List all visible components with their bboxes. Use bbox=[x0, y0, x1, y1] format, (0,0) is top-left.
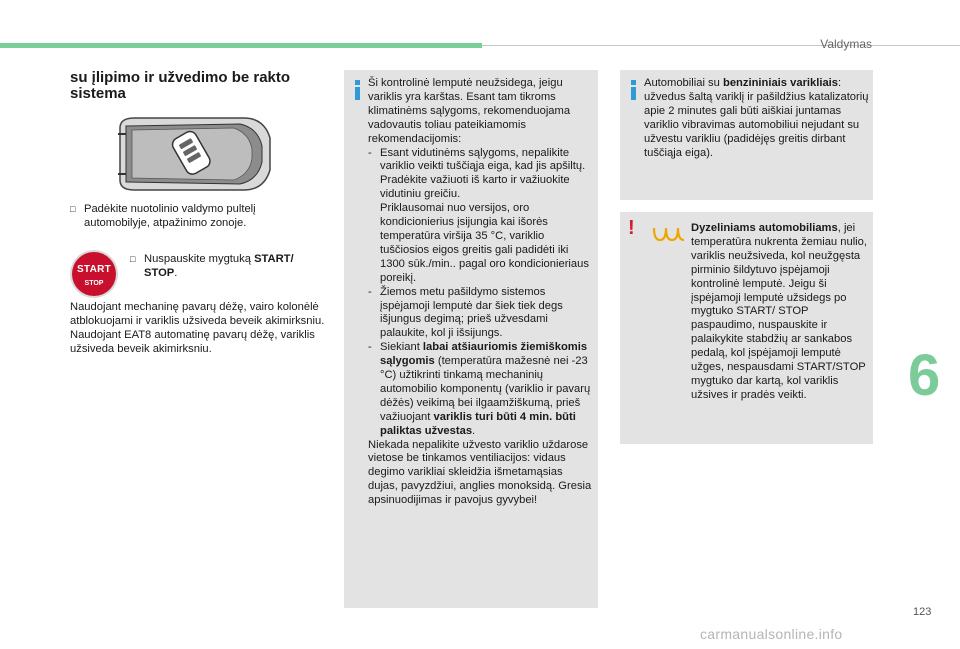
step-press-start-text: Nuspauskite mygtuką START/ STOP. bbox=[144, 253, 294, 279]
start-label: START bbox=[76, 264, 112, 275]
header-rule bbox=[482, 45, 960, 46]
checkbox-bullet-icon: □ bbox=[70, 204, 76, 214]
info-box-hot-engine bbox=[344, 70, 598, 608]
left-column bbox=[70, 69, 330, 355]
watermark: carmanualsonline.info bbox=[700, 626, 843, 642]
chapter-tab: 6 bbox=[900, 338, 960, 426]
page-title: su įlipimo ir užvedimo be rakto sistema bbox=[70, 69, 291, 102]
petrol-box-text: Automobiliai su benzininiais varikliais: užvedus šaltą variklį ir pašildžius katalizatorių apie 2 minutes gali būti aiškiai juntamas variklio vibravimas automobiliui nejudant su užvestu varikliu (padidėjęs greitis dirbant tuščiąja eiga). bbox=[644, 77, 869, 159]
car-top-view-illustration bbox=[112, 116, 274, 192]
info-box-text: Ši kontrolinė lemputė neužsidega, jeigu variklis yra karštas. Esant tam tikroms klimatinėms sąlygoms, rekomenduojama vadovautis toliau pateikiamomis rekomendacijomis: - Esant vidutinėms sąlygoms, nepalikite variklio veikti tuščiąja eiga, kad jis apšiltų. Pradėkite važiuoti iš karto ir važiuokite vidutiniu greičiu. Priklausomai nuo versijos, oro kondicionierius įsijungia kai išorės temperatūra viršija 35 °C, variklio tuščiosios eigos greitis gali padidėti iki 1300 sūk./min.. pagal oro kondicionieriaus poreikį. - Žiemos metu pašildymo sistemos įspėjamoji lemputė dar šiek tiek degs išjungus degimą; prieš užvesdami palaukite, kol ji išsijungs. - Siekiant labai atšiauriomis žiemiškomis sąlygomis (temperatūra mažesnė nei -23 °C) užtikrinti tinkamą mechaninių automobilio komponentų (variklio ir pavarų dėžės) veikimą bei ilgaamžiškumą, prieš važiuojant variklis turi būti 4 min. būti paliktas užvestas. Niekada nepalikite užvesto variklio uždarose vietose be tinkamos ventiliacijos: vidaus degimo varikliai skleidžia išmetamąsias dujas, pavyzdžiui, anglies monoksidą. Gresia apsinuodijimas ir pavojus gyvybei! bbox=[368, 77, 592, 507]
step-place-remote-text: Padėkite nuotolinio valdymo pultelį automobilyje, atpažinimo zonoje. bbox=[84, 203, 256, 229]
info-icon bbox=[628, 80, 640, 100]
warning-box-diesel bbox=[620, 212, 873, 444]
gearbox-paragraph: Naudojant mechaninę pavarų dėžę, vairo kolonėlė atblokuojami ir variklis užsiveda beveik akimirksniu. Naudojant EAT8 automatinę pavarų dėžę, variklis užsiveda beveik akimirksniu. bbox=[70, 301, 325, 355]
diesel-box-text: Dyzeliniams automobiliams, jei temperatūra nukrenta žemiau nulio, variklis neužsiveda, kol neužgęsta pirminio šildytuvo įspėjamoji kontrolinė lemputė. Jeigu ši įspėjamoji lemputė užsidegs po mygtuko START/ STOP paspaudimo, nuspauskite ir palaikykite stabdžių ar sankabos pedalą, kol įspėjamoji lemputė užges, nespausdami START/STOP mygtuko dar kartą, kol variklis užsives ir pradės veikti. bbox=[691, 222, 867, 401]
warning-exclamation-icon: ! bbox=[628, 217, 635, 239]
page-number: 123 bbox=[913, 606, 932, 618]
section-title: Valdymas bbox=[820, 37, 872, 51]
checkbox-bullet-icon: □ bbox=[130, 254, 136, 264]
stop-label: STOP bbox=[84, 280, 104, 287]
start-stop-button-icon bbox=[72, 252, 116, 296]
step-place-remote bbox=[70, 202, 320, 230]
info-icon bbox=[352, 80, 364, 100]
step-press-start bbox=[130, 252, 320, 280]
glow-plug-icon bbox=[652, 226, 686, 242]
info-box-petrol bbox=[620, 70, 873, 200]
header-accent-bar bbox=[0, 43, 482, 48]
